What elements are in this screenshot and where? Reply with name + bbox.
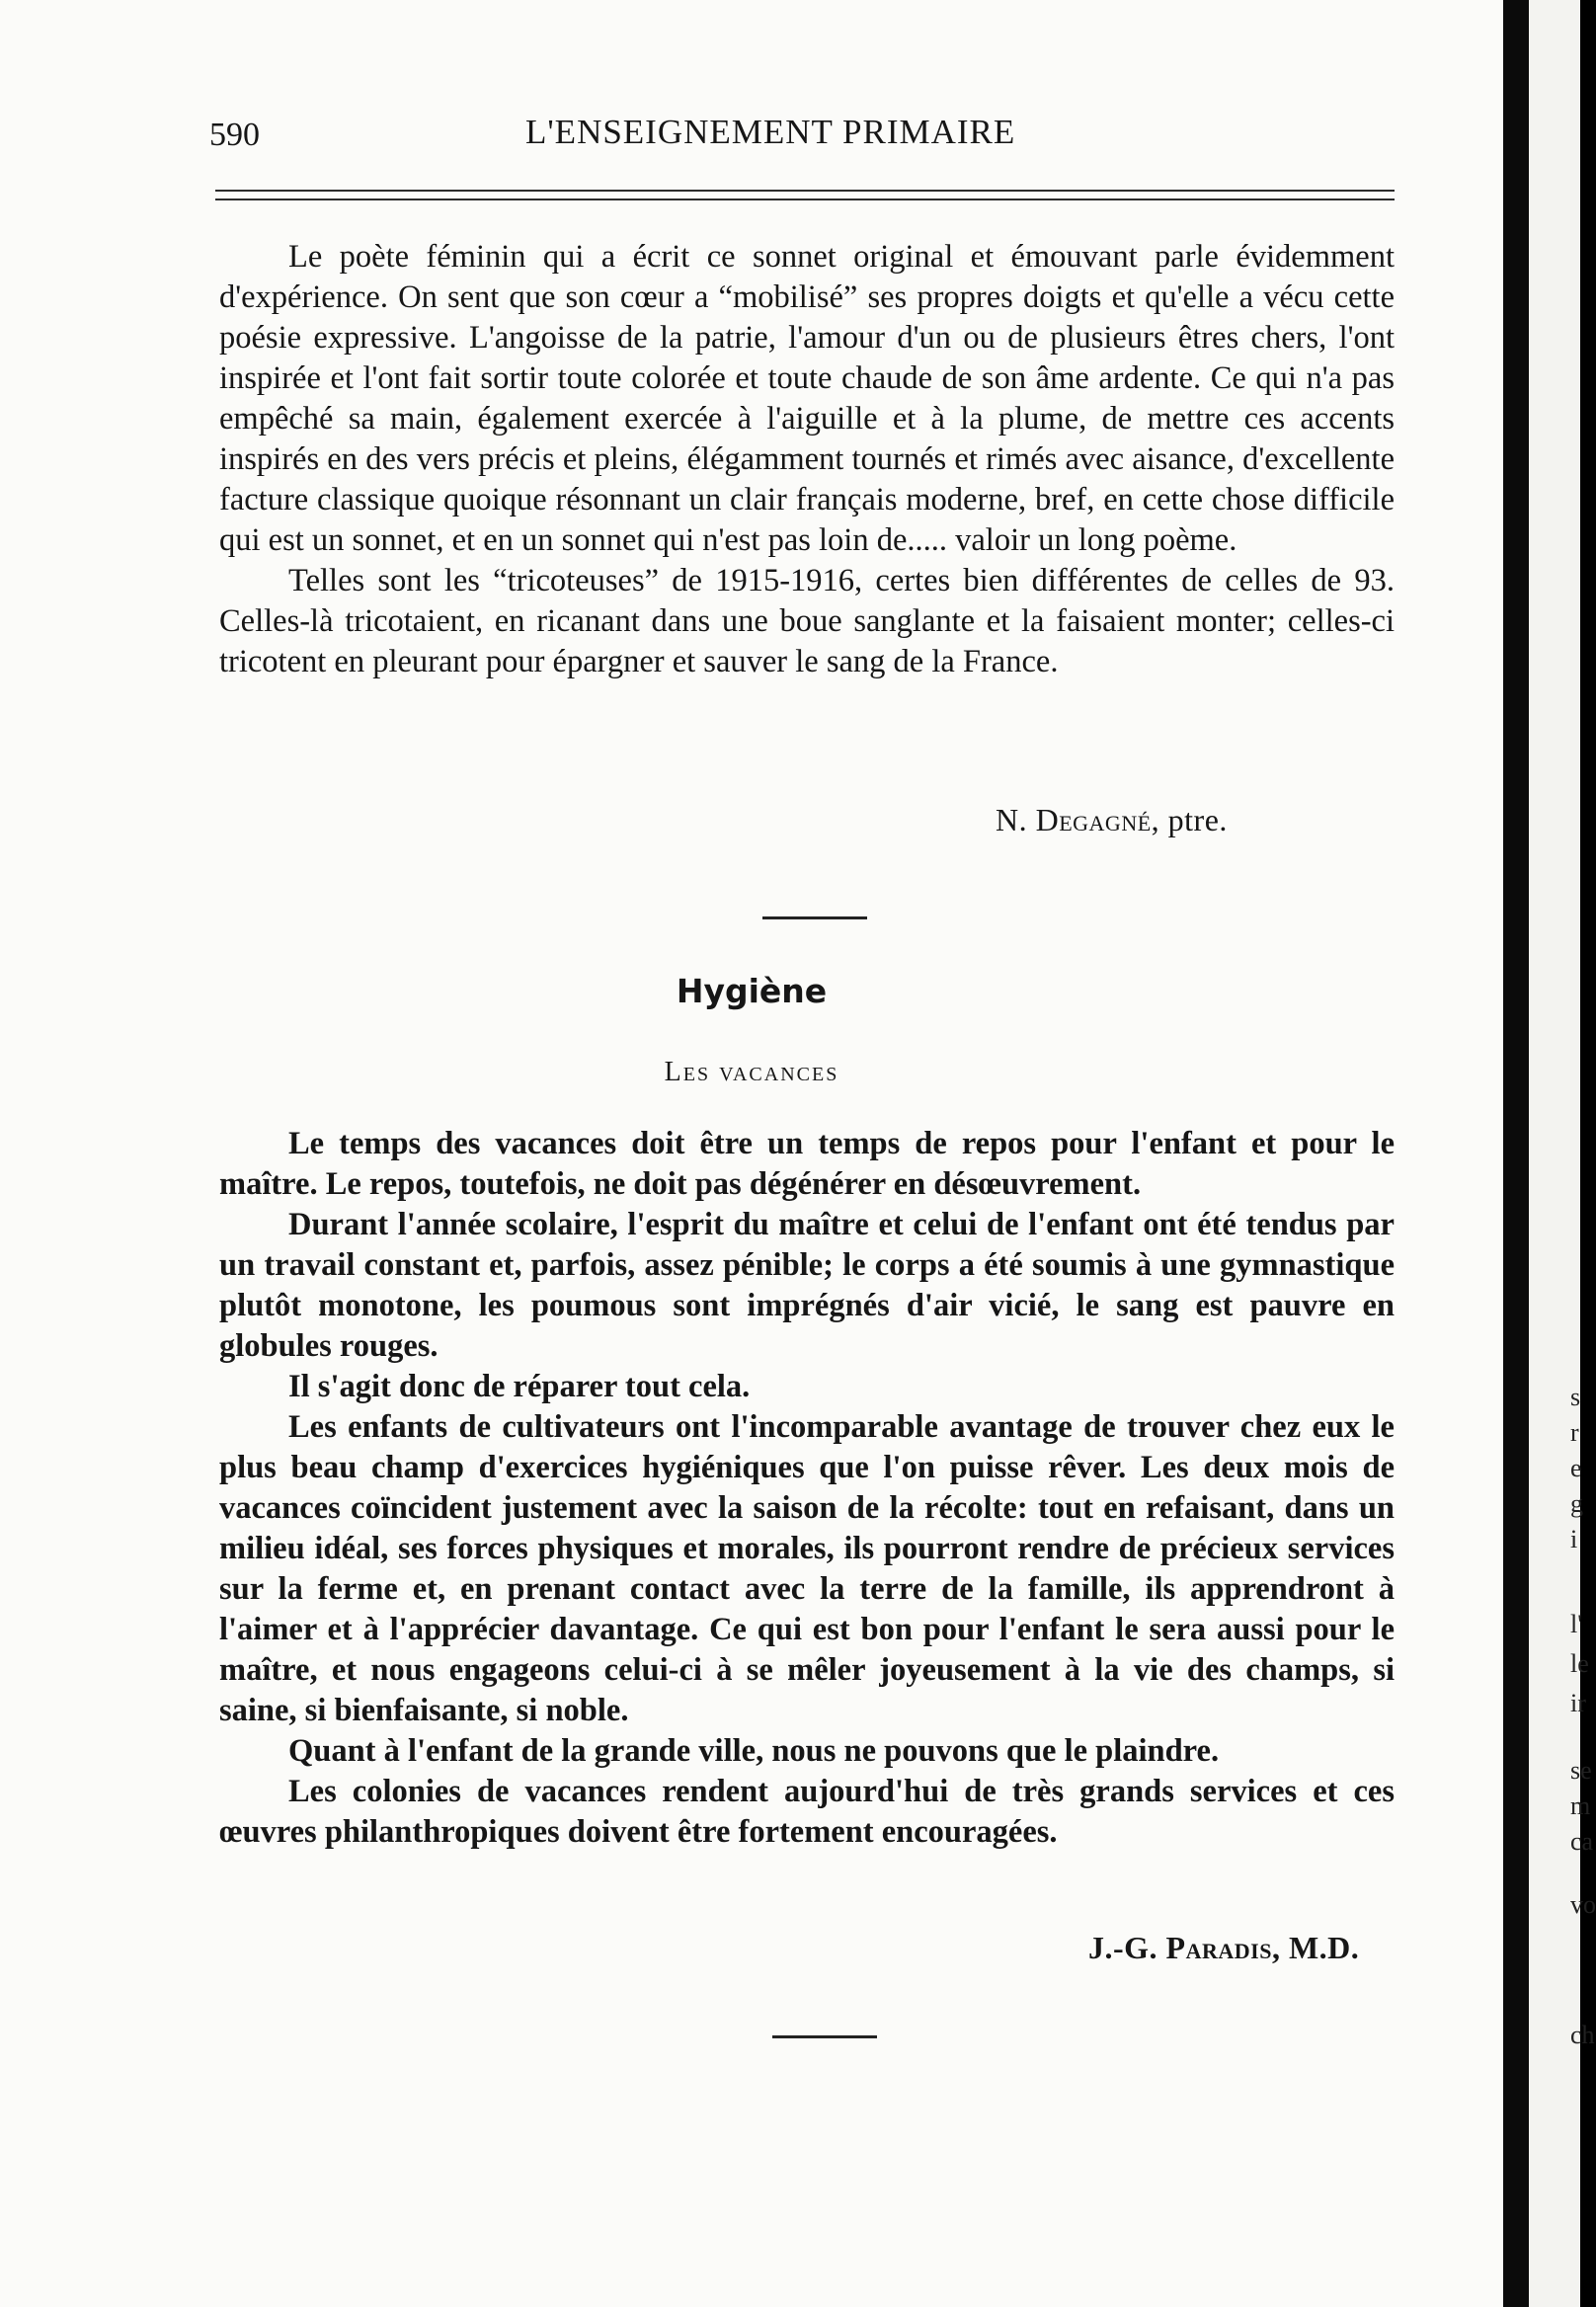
adjacent-page-fragment: e (1570, 1454, 1582, 1482)
adjacent-page-fragment: ca (1570, 1827, 1594, 1856)
adjacent-page-edge (1529, 0, 1580, 2307)
page-number: 590 (209, 117, 260, 153)
paragraph: Il s'agit donc de réparer tout cela. (288, 1369, 751, 1404)
signature-name: Paradis (1165, 1930, 1272, 1965)
adjacent-page-fragment: l' (1570, 1610, 1582, 1638)
page-header (209, 113, 1395, 166)
paragraph: Telles sont les “tricoteuses” de 1915-1916, certes bien différentes de celles de 93. Celles-là tricotaient, en ricanant dans une boue sanglante et la faisaient monter; celles-ci tricotent en pleurant pour épargner et sauver le sang de la France. (219, 563, 1395, 679)
paragraph: Le temps des vacances doit être un temps de repos pour l'enfant et pour le maître. Le repos, toutefois, ne doit pas dégénérer en désœuvrement. (219, 1126, 1395, 1202)
adjacent-page-fragment: le (1570, 1649, 1589, 1678)
adjacent-page-fragment: ch (1570, 2021, 1595, 2049)
signature-name: Degagné (1035, 802, 1152, 837)
author-signature (1088, 1930, 1359, 1966)
adjacent-page-fragment: i (1570, 1525, 1578, 1553)
adjacent-page-fragment: vo (1570, 1890, 1596, 1919)
paragraph: Quant à l'enfant de la grande ville, nous ne pouvons que le plaindre. (288, 1733, 1220, 1769)
paragraph: Les colonies de vacances rendent aujourd'hui de très grands services et ces œuvres philanthropiques doivent être fortement encouragées. (219, 1774, 1395, 1850)
paragraph: Les enfants de cultivateurs ont l'incomparable avantage de trouver chez eux le plus beau champ d'exercices hygiéniques que l'on puisse rêver. Les deux mois de vacances coïncident justement avec la saison de la récolte: tout en refaisant, dans un milieu idéal, ses forces physiques et morales, ils pourront rendre de précieux services sur la ferme et, en prenant contact avec la terre de la famille, ils apprendront à l'aimer et à l'apprécier davantage. Ce qui est bon pour l'enfant le sera aussi pour le maître, et nous engageons celui-ci à se mêler joyeusement à la vie des champs, si saine, si bienfaisante, si noble. (219, 1409, 1395, 1728)
section-title: Hygiène (676, 972, 828, 1010)
signature-initial: J.-G. (1088, 1930, 1166, 1965)
adjacent-page-fragment: m (1570, 1791, 1591, 1820)
header-double-rule (215, 190, 1395, 200)
end-separator (772, 2035, 877, 2038)
signature-suffix: , M.D. (1271, 1930, 1360, 1965)
adjacent-page-fragment: g (1570, 1489, 1583, 1518)
author-signature (996, 802, 1228, 838)
running-title: L'ENSEIGNEMENT PRIMAIRE (525, 113, 1016, 151)
adjacent-page-fragment: se (1570, 1756, 1592, 1785)
paragraph: Le poète féminin qui a écrit ce sonnet original et émouvant parle évidemment d'expérience. On sent que son cœur a “mobilisé” ses propres doigts et qu'elle a vécu cette poésie expressive. L'angoisse de la patrie, l'amour d'un ou de plusieurs êtres chers, l'ont inspirée et l'ont fait sortir toute colorée et toute chaude de son âme ardente. Ce qui n'a pas empêché sa main, également exercée à l'aiguille et à la plume, de mettre ces accents inspirés en des vers précis et pleins, élégamment tournés et rimés avec aisance, d'excellente facture classique quoique résonnant un clair français moderne, bref, en cette chose difficile qui est un sonnet, et en un sonnet qui n'est pas loin de..... valoir un long poème. (219, 239, 1395, 558)
section-separator (762, 916, 867, 919)
adjacent-page-fragment: ir (1570, 1689, 1586, 1717)
adjacent-page-fragment: r (1570, 1418, 1579, 1447)
adjacent-page-fragment: s (1570, 1383, 1581, 1411)
signature-suffix: , ptre. (1151, 802, 1228, 837)
article-subtitle: Les vacances (664, 1057, 839, 1087)
signature-initial: N. (996, 802, 1036, 837)
paragraph: Durant l'année scolaire, l'esprit du maître et celui de l'enfant ont été tendus par un travail constant et, parfois, assez pénible; le corps a été soumis à une gymnastique plutôt monotone, les poumous sont imprégnés d'air vicié, le sang est pauvre en globules rouges. (219, 1207, 1395, 1364)
article-hygiene (219, 1124, 1395, 1853)
article-commentary (219, 237, 1395, 682)
